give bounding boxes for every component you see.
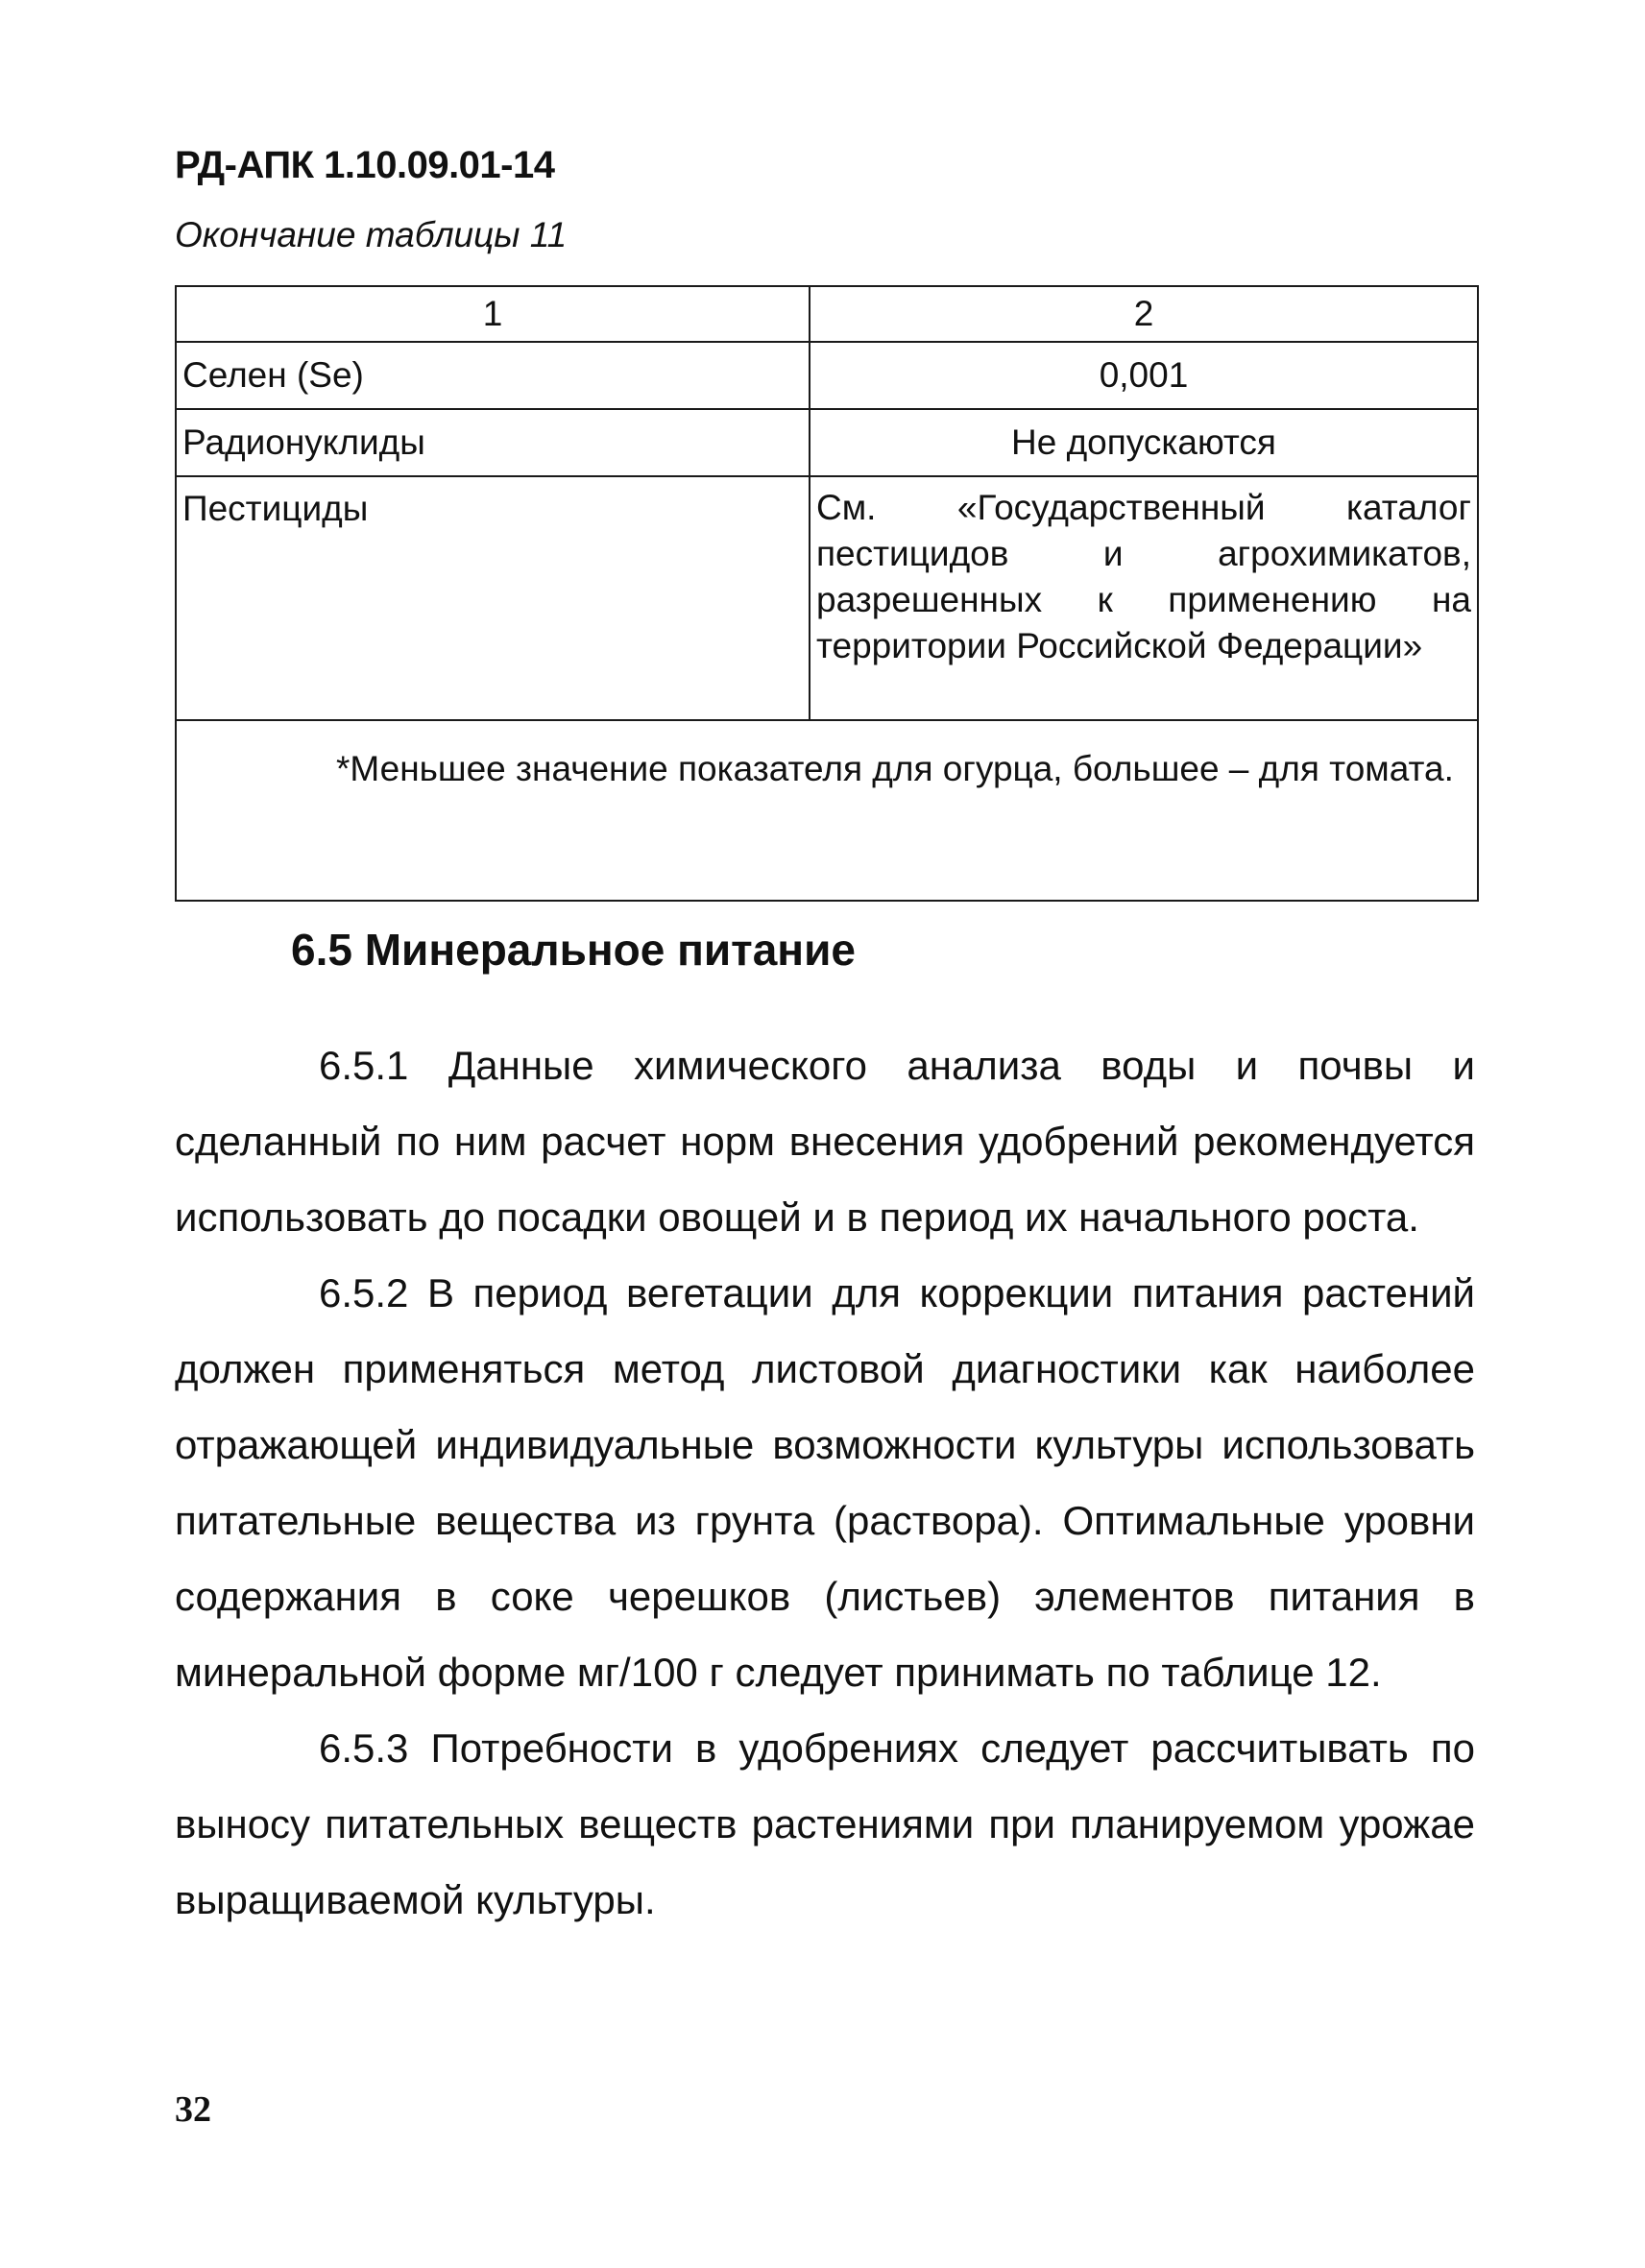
table-row bbox=[176, 342, 1478, 409]
row-name-radionuclides: Радионуклиды bbox=[176, 409, 810, 476]
table-row bbox=[176, 409, 1478, 476]
row-value-radionuclides: Не допускаются bbox=[810, 409, 1478, 476]
row-value-selenium: 0,001 bbox=[810, 342, 1478, 409]
row-name-selenium: Селен (Se) bbox=[176, 342, 810, 409]
section-heading: 6.5 Минеральное питание bbox=[291, 925, 856, 975]
indicators-table bbox=[175, 285, 1479, 902]
paragraph-6-5-2: 6.5.2 В период вегетации для коррекции питания растений должен применяться метод листовой диагностики как наиболее отражающей индивидуальные возможности культуры использовать питательные вещества из грунта (раствора). Оптимальные уровни содержания в соке черешков (листьев) элементов питания в минеральной форме мг/100 г следует принимать по таблице 12. bbox=[175, 1270, 1475, 1695]
table-row bbox=[176, 476, 1478, 720]
paragraph-6-5-3: 6.5.3 Потребности в удобрениях следует рассчитывать по выносу питательных веществ растениями при планируемом урожае выращиваемой культуры. bbox=[175, 1725, 1475, 1922]
table-footnote-row bbox=[176, 720, 1478, 901]
column-header-2: 2 bbox=[810, 286, 1478, 342]
row-value-pesticides: См. «Государственный каталог пестицидов и агрохимикатов, разрешенных к применению на территории Российской Федерации» bbox=[810, 476, 1478, 720]
page-number: 32 bbox=[175, 2089, 211, 2130]
document-code: РД-АПК 1.10.09.01-14 bbox=[175, 144, 555, 186]
table-caption: Окончание таблицы 11 bbox=[175, 215, 568, 254]
column-header-1: 1 bbox=[176, 286, 810, 342]
paragraph-6-5-1: 6.5.1 Данные химического анализа воды и почвы и сделанный по ним расчет норм внесения удобрений рекомендуется использовать до посадки овощей и в период их начального роста. bbox=[175, 1043, 1475, 1240]
table-header-row bbox=[176, 286, 1478, 342]
section-body bbox=[175, 1027, 1475, 1938]
row-name-pesticides: Пестициды bbox=[176, 476, 810, 720]
table-footnote: *Меньшее значение показателя для огурца, большее – для томата. bbox=[176, 720, 1478, 901]
